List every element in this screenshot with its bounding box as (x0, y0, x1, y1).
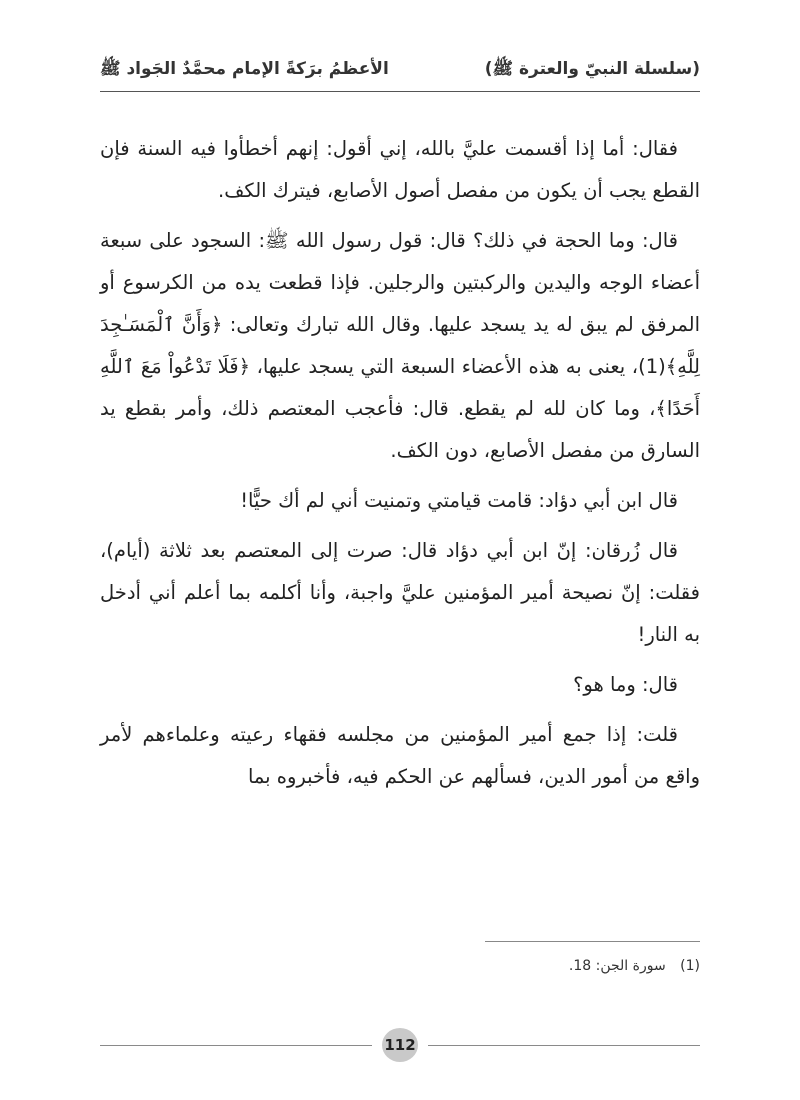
footnote-divider (485, 941, 700, 942)
page-number: 112 (384, 1036, 416, 1054)
paragraph: فقال: أما إذا أقسمت عليَّ بالله، إني أقول: إنهم أخطأوا فيه السنة فإن القطع يجب أن يكون من مفصل أصول الأصابع، فيترك الكف. (100, 137, 700, 202)
series-title: (سلسلة النبيّ والعترة ﷺ) (484, 58, 700, 79)
paragraph: قلت: إذا جمع أمير المؤمنين من مجلسه فقهاء رعيته وعلماءهم لأمر واقع من أمور الدين، فسألهم عن الحكم فيه، فأخبروه بما (100, 723, 700, 788)
footnote-number: (1) (680, 958, 700, 974)
main-text (100, 128, 700, 798)
paragraph: قال: وما الحجة في ذلك؟ قال: قول رسول الله ﷺ: السجود على سبعة أعضاء الوجه واليدين والركبتين والرجلين. فإذا قطعت يده من الكرسوع أو المرفق لم يبق له يد يسجد عليها. وقال الله تبارك وتعالى: ﴿وَأَنَّ ٱلْمَسَـٰجِدَ لِلَّهِ﴾(1)، يعنى به هذه الأعضاء السبعة التي يسجد عليها، ﴿فَلَا تَدْعُواْ مَعَ ٱللَّهِ أَحَدًا﴾، وما كان لله لم يقطع. قال: فأعجب المعتصم ذلك، وأمر بقطع يد السارق من مفصل الأصابع، دون الكف. (100, 229, 700, 462)
footnote (100, 958, 700, 974)
paragraph: قال: وما هو؟ (573, 673, 678, 696)
chapter-title: الأعظمُ برَكةً الإمام محمَّدٌ الجَواد ﷺ (100, 58, 389, 79)
page-footer (100, 1028, 700, 1062)
running-header (100, 55, 700, 85)
paragraph: قال ابن أبي دؤاد: قامت قيامتي وتمنيت أني لم أك حيًّا! (240, 489, 678, 512)
footer-rule-left (100, 1045, 372, 1046)
footnote-text: سورة الجن: 18. (568, 958, 666, 974)
paragraph: قال زُرقان: إنّ ابن أبي دؤاد قال: صرت إلى المعتصم بعد ثلاثة (أيام)، فقلت: إنّ نصيحة أمير المؤمنين عليَّ واجبة، وأنا أكلمه بما أعلم أني أدخل به النار! (100, 539, 700, 646)
footer-rule-right (428, 1045, 700, 1046)
header-divider (100, 91, 700, 92)
page-number-badge (382, 1028, 418, 1062)
